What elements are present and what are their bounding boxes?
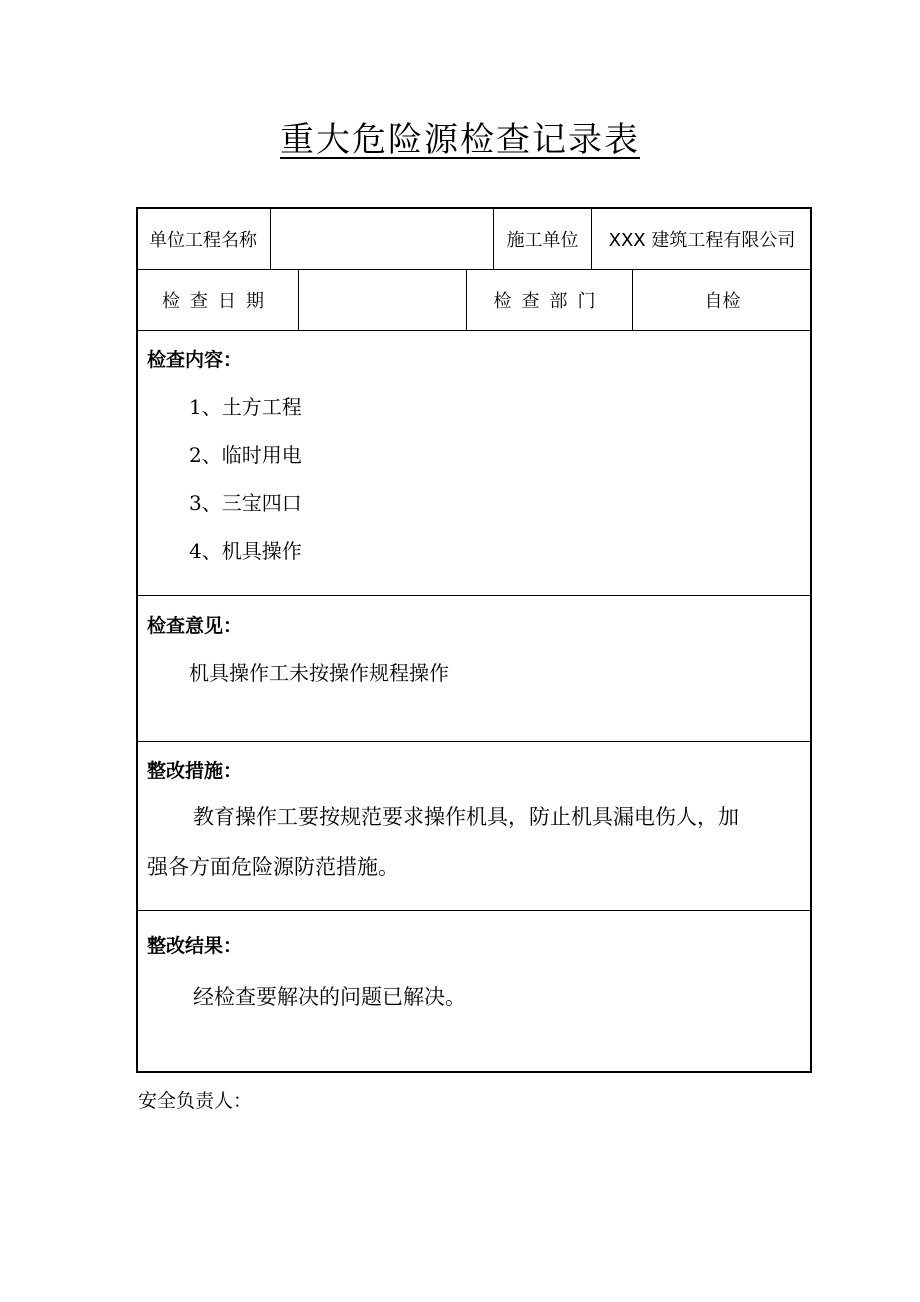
rectification-measures-line: 强各方面危险源防范措施。 [147,855,399,879]
document-title-text: 重大危险源检查记录表 [280,120,640,160]
row-divider [138,741,810,742]
row-divider [138,910,810,911]
contractor-label: 施工单位 [506,230,579,251]
rectification-result-heading: 整改结果： [147,935,243,957]
inspection-dept-label: 检查部门 [493,291,606,312]
inspection-record-table [136,207,812,1073]
project-name-label: 单位工程名称 [149,230,257,251]
rectification-measures-line: 教育操作工要按规范要求操作机具，防止机具漏电伤人，加 [193,805,739,829]
inspection-opinion-text: 机具操作工未按操作规程操作 [189,661,449,685]
safety-officer-label: 安全负责人： [138,1090,253,1112]
project-name-field[interactable] [271,209,493,269]
inspection-opinion-heading: 检查意见： [147,615,243,637]
inspection-date-label: 检查日期 [162,291,274,312]
row-divider [138,595,810,596]
inspection-dept-value: 自检 [704,291,741,312]
list-item: 1、土方工程 [189,395,302,419]
rectification-measures-heading: 整改措施： [147,760,243,782]
list-item: 3、三宝四口 [189,491,302,515]
rectification-result-text: 经检查要解决的问题已解决。 [193,985,466,1009]
document-title [0,112,920,161]
contractor-value: XXX 建筑工程有限公司 [608,230,796,251]
inspection-date-field[interactable] [299,270,466,330]
row-divider [138,330,810,331]
list-item: 4、机具操作 [189,539,302,563]
inspection-content-heading: 检查内容： [147,349,243,371]
list-item: 2、临时用电 [189,443,302,467]
